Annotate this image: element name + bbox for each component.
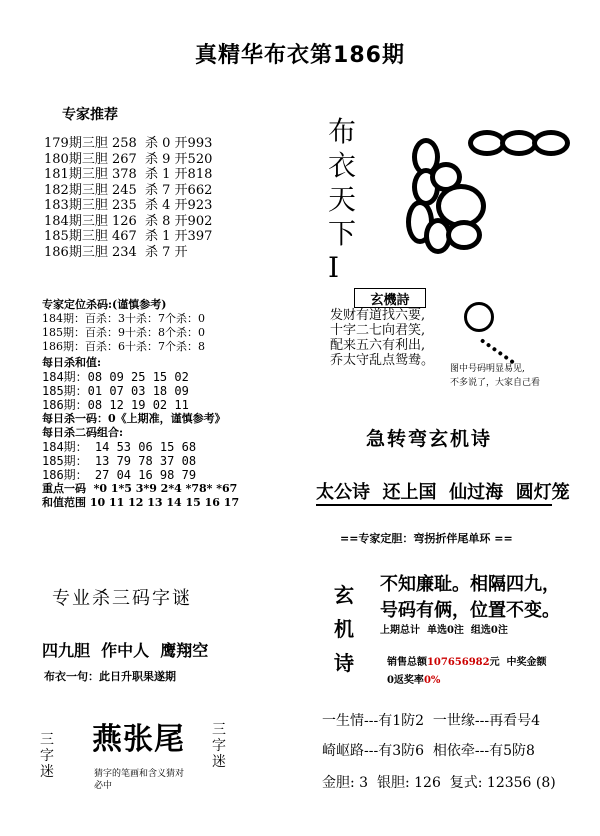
chain-link-icon — [446, 220, 482, 250]
two-code-row: 186期： 27 04 16 98 79 — [42, 468, 197, 482]
kill-heading: 专家定位杀码:(谨慎参考) — [42, 298, 167, 311]
key-code-line: 重点一码 *0 1*5 3*9 2*4 *78* *67 — [42, 482, 238, 495]
page-title: 真精华布衣第186期 — [195, 43, 405, 68]
zimi-left-text: 三字迷 — [40, 732, 54, 780]
stats-prize-label: 元 中奖金额 — [489, 657, 547, 668]
expert-row: 183期三胆 235 杀 4 开923 — [44, 198, 213, 213]
sum-row: 186期：08 12 19 02 11 — [42, 398, 189, 412]
expert-row: 186期三胆 234 杀 7 开 — [44, 244, 188, 260]
chain-picture — [400, 120, 570, 260]
two-code-heading: 每日杀二码组合: — [42, 426, 124, 439]
poem-side-char: 诗 — [334, 651, 354, 675]
xuanji-caption: 图中号码明显易见, — [450, 364, 525, 374]
two-code-row: 185期： 13 79 78 37 08 — [42, 454, 197, 468]
buyi-vertical — [328, 115, 368, 285]
xuanji-heading: 玄機詩 — [370, 293, 410, 308]
zimi-left — [40, 732, 58, 780]
bottom-line: 崎岖路---有3防6 相依牵---有5防8 — [322, 743, 535, 759]
riddle-line: 四九胆 作中人 鹰翔空 — [42, 641, 209, 660]
expert-row: 182期三胆 245 杀 7 开662 — [44, 182, 213, 198]
expert-row: 180期三胆 267 杀 9 开520 — [44, 151, 213, 167]
expert-rows — [44, 136, 212, 260]
expert-row: 181期三胆 378 杀 1 开818 — [44, 167, 213, 182]
sum-range-line: 和值范围 10 11 12 13 14 15 16 17 — [42, 496, 240, 509]
buyi-char: 下 — [328, 217, 357, 250]
xuanji-line: 配来五六有利出, — [330, 338, 426, 353]
stats-line: 上期总计 单选0注 组选0注 — [380, 625, 508, 636]
kill-block — [42, 298, 292, 523]
stats-return-value: 0% — [423, 675, 441, 686]
poem-big-line: 号码有俩，位置不变。 — [380, 600, 560, 621]
xuanji-line: 乔太守乱点鸳鸯。 — [330, 353, 435, 368]
two-code-row: 184期： 14 53 06 15 68 — [42, 440, 197, 454]
taigong-line: 太公诗 还上国 仙过海 圆灯笼 — [316, 482, 570, 503]
bottom-line: 一生情---有1防2 一世缘---再看号4 — [322, 713, 541, 729]
kill-row: 184期：百杀：3十杀：7个杀：0 — [42, 312, 205, 325]
expert-row: 185期三胆 467 杀 1 开397 — [44, 229, 213, 244]
buyi-char: 布 — [328, 115, 357, 148]
xuanji-line: 发财有道找六要, — [330, 308, 426, 323]
buyi-char: 天 — [328, 183, 357, 216]
poem-big-line: 不知廉耻。相隔四九， — [380, 574, 560, 595]
stats-sales-value: 107656982 — [426, 657, 490, 668]
dingdan-line: ==专家定胆：弯拐折伴尾单环 == — [340, 532, 513, 545]
chain-link-icon — [532, 130, 570, 156]
sum-heading: 每日杀和值: — [42, 356, 102, 369]
xuanji-heading-box — [354, 288, 426, 308]
poem-side-char: 玄 — [334, 583, 354, 607]
xuanji-lines — [330, 308, 434, 368]
zimi-right-text: 三字迷 — [212, 722, 226, 770]
stats-sales-label: 销售总额 — [386, 657, 427, 668]
expert-row: 184期三胆 126 杀 8 开902 — [44, 213, 213, 229]
one-code-heading: 每日杀一码：0《上期准，谨慎参考》 — [42, 412, 226, 425]
sum-row: 185期：01 07 03 18 09 — [42, 384, 189, 398]
zimi-note: 猜字的笔画和含义猜对必中 — [94, 769, 185, 791]
buyi-line: 布衣一句：此日升职果遂期 — [44, 670, 176, 683]
stats-line — [380, 660, 440, 688]
stats-return-label: 0返奖率 — [386, 675, 424, 686]
expert-block — [40, 104, 280, 270]
kill-row: 185期：百杀：9十杀：8个杀：0 — [42, 326, 205, 339]
bottom-line: 金胆: 3 银胆: 126 复式: 12356 (8) — [322, 775, 556, 791]
zimi-center: 燕张尾 — [92, 722, 185, 757]
xuanji-panel — [326, 288, 564, 396]
buyi-char: I — [328, 251, 340, 284]
poem-side-char: 机 — [334, 617, 354, 641]
zimi-right — [212, 722, 230, 770]
expert-heading: 专家推荐 — [62, 107, 118, 123]
jizhuan-heading: 急转弯玄机诗 — [366, 428, 493, 450]
buyi-char: 衣 — [328, 149, 357, 182]
poem-side — [334, 578, 358, 680]
taigong-underline — [316, 504, 552, 506]
riddle-title: 专业杀三码字谜 — [52, 588, 192, 609]
xuanji-line: 十字二七向君笑, — [330, 323, 426, 338]
sum-row: 184期：08 09 25 15 02 — [42, 370, 189, 384]
kill-row: 186期：百杀：6十杀：7个杀：8 — [42, 340, 205, 353]
expert-row: 179期三胆 258 杀 0 开993 — [44, 136, 213, 151]
xuanji-caption: 不多说了，大家自己看 — [450, 378, 541, 388]
